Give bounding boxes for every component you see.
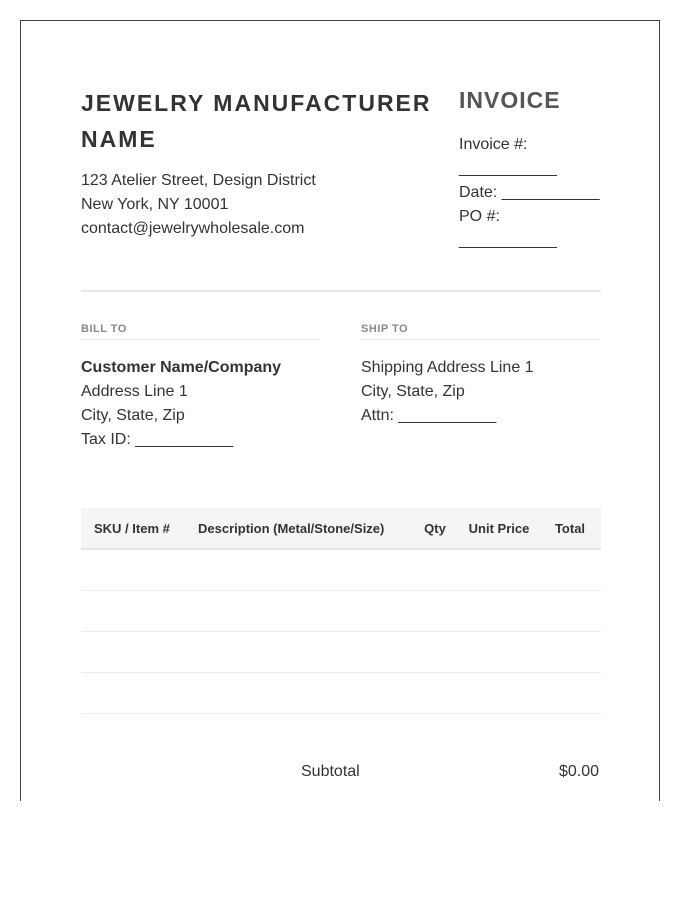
ship-to-block — [361, 356, 534, 428]
bill-to-name: Customer Name/Company — [81, 359, 282, 376]
company-address-line2: New York, NY 10001 — [81, 196, 229, 213]
ship-to-line1: Shipping Address Line 1 — [361, 359, 534, 376]
table-row — [81, 591, 601, 632]
bill-to-line1: Address Line 1 — [81, 383, 188, 400]
subtotal-label: Subtotal — [301, 763, 360, 780]
table-row — [81, 673, 601, 714]
invoice-number-field: Invoice #: ___________ — [459, 136, 557, 177]
header-divider — [81, 290, 601, 292]
bill-to-heading: BILL TO — [81, 323, 319, 340]
column-header-unit-price: Unit Price — [468, 520, 530, 536]
company-address — [81, 169, 316, 241]
column-header-sku: SKU / Item # — [94, 520, 170, 536]
table-row — [81, 550, 601, 591]
ship-to-attn: Attn: ___________ — [361, 407, 497, 424]
invoice-sheet — [20, 20, 660, 801]
column-header-total: Total — [554, 520, 586, 536]
company-address-line1: 123 Atelier Street, Design District — [81, 172, 316, 189]
line-items-table — [81, 508, 601, 714]
company-name: JEWELRY MANUFACTURER NAME — [81, 90, 432, 152]
bill-to-tax-id: Tax ID: ___________ — [81, 431, 234, 448]
ship-to-line2: City, State, Zip — [361, 383, 465, 400]
bill-to-line2: City, State, Zip — [81, 407, 185, 424]
column-header-qty: Qty — [424, 520, 446, 536]
bill-to-block — [81, 356, 281, 452]
invoice-po-field: PO #: ___________ — [459, 208, 557, 249]
table-row — [81, 632, 601, 673]
invoice-meta — [459, 133, 600, 253]
invoice-title: INVOICE — [459, 87, 561, 113]
ship-to-heading: SHIP TO — [361, 323, 599, 340]
column-header-description: Description (Metal/Stone/Size) — [198, 520, 385, 536]
company-email: contact@jewelrywholesale.com — [81, 220, 305, 237]
subtotal-value: $0.00 — [558, 763, 599, 780]
table-header — [81, 508, 601, 550]
invoice-date-field: Date: ___________ — [459, 184, 600, 201]
